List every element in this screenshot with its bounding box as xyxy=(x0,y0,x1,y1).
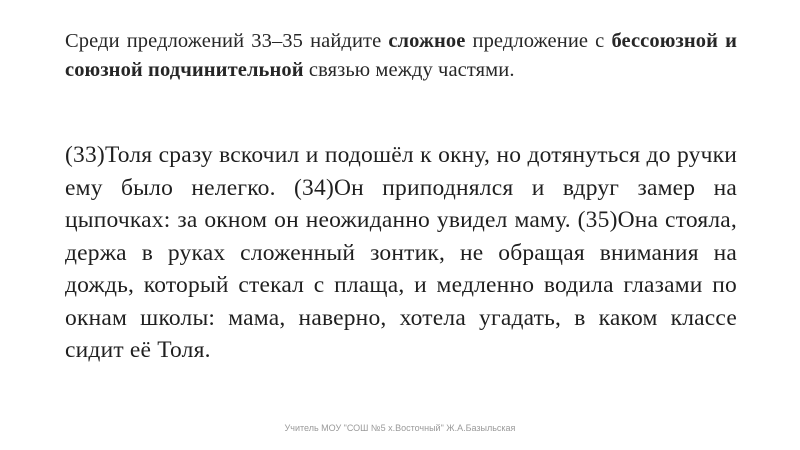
task-bold-connection: бессоюзной и союзной подчинительной xyxy=(65,30,737,81)
sentence-33: (33)Толя сразу вскочил и подошёл к окну, но дотянуться до ручки ему было нелегко. xyxy=(65,142,737,201)
task-text-3: связью между частями. xyxy=(303,59,515,81)
task-text-2: предложение с xyxy=(465,30,612,52)
task-prompt xyxy=(65,27,737,85)
sentence-34: (34)Он приподнялся и вдруг замер на цыпочках: за окном он неожиданно увидел маму. xyxy=(65,174,738,233)
reading-passage xyxy=(65,139,737,367)
footer-credit: Учитель МОУ "СОШ №5 х.Восточный" Ж.А.Базыльская xyxy=(284,423,516,433)
task-text-1: Среди предложений 33–35 найдите xyxy=(65,30,389,52)
task-bold-complex: сложное xyxy=(388,30,466,52)
sentence-35: (35)Она стояла, держа в руках сложенный зонтик, не обращая внимания на дождь, который стекал с плаща, и медленно водила глазами по окнам школы: мама, наверно, хотела угадать, в каком классе сидит её Толя. xyxy=(65,207,737,363)
